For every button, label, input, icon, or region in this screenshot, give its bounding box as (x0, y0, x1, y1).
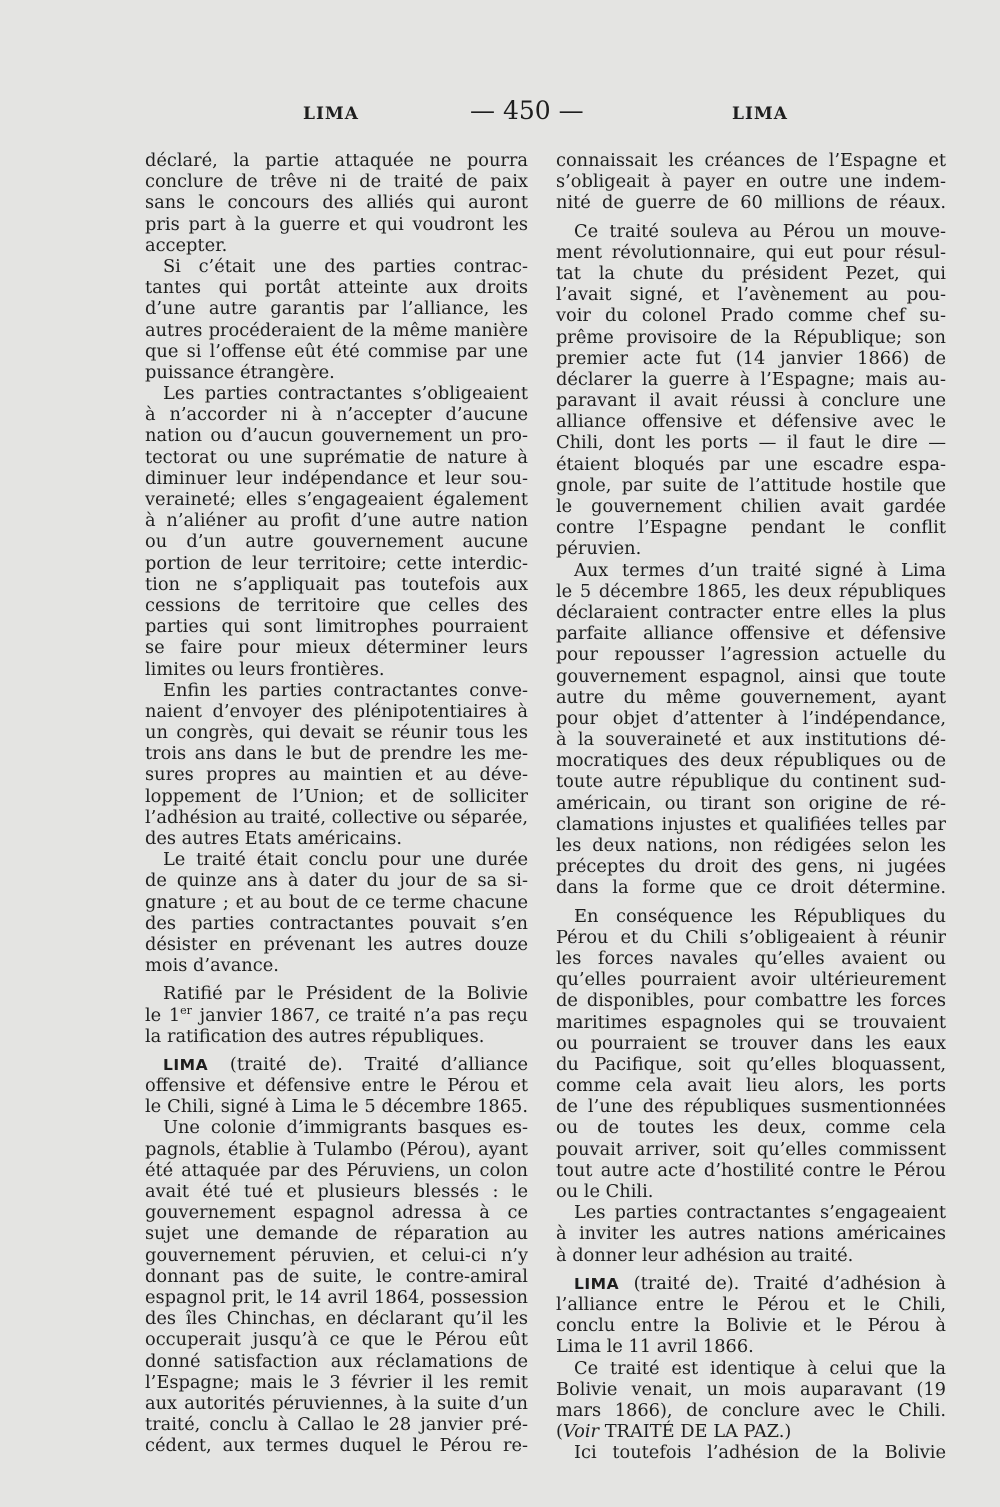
text-line: du Pacifique, soit qu’elles bloquassent, (556, 1053, 946, 1075)
text-line: puissance étrangère. (145, 361, 335, 383)
text-line: d’une autre garantis par l’alliance, les (145, 298, 528, 320)
text-line: tion ne s’appliquait pas toutefois aux (145, 573, 528, 595)
text-line: offensive et défensive entre le Pérou et (145, 1075, 528, 1097)
text-line: se faire pour mieux déterminer leurs (145, 637, 528, 659)
text-line: qu’elles pourraient avoir ultérieurement (556, 969, 946, 991)
text-line: cessions de territoire que celles des (145, 594, 528, 616)
text-line: gnole, par suite de l’attitude hostile que (556, 474, 946, 496)
text-line: à donner leur adhésion au traité. (556, 1244, 854, 1266)
text-line: le gouvernement chilien avait gardée (556, 496, 946, 517)
text-line: les deux nations, non rédigées selon les (556, 835, 946, 856)
text-line: américain, ou tirant son origine de ré- (556, 792, 946, 814)
text-line: conclure de trêve ni de traité de paix (145, 171, 528, 193)
header-right: LIMA (732, 104, 788, 124)
text-line: Pérou et du Chili s’obligeaient à réunir (556, 926, 946, 948)
text-line: toute autre république du continent sud- (556, 771, 946, 793)
text-line: paravant il avait réussi à conclure une (556, 390, 946, 412)
text-line: ment révolutionnaire, qui eut pour résul- (556, 241, 946, 263)
text-line: LIMA (traité de). Traité d’alliance (163, 1053, 528, 1075)
text-line: l’Espagne; mais le 3 février il les remit (145, 1371, 528, 1393)
text-line: traité, conclu à Callao le 28 janvier pré- (145, 1414, 528, 1436)
text-line: tat la chute du président Pezet, qui (556, 262, 946, 284)
text-line: des parties contractantes pouvait s’en (145, 912, 528, 934)
text-line: contre l’Espagne pendant le conflit (556, 517, 946, 539)
text-line: dans la forme que ce droit détermine. (556, 877, 946, 899)
text-line: l’alliance entre le Pérou et le Chili, (556, 1293, 946, 1315)
text-line: l’avait signé, et l’avènement au pou- (556, 284, 946, 306)
text-line: le 1er janvier 1867, ce traité n’a pas reçu (145, 1004, 528, 1026)
text-line: trois ans dans le but de prendre les me- (145, 743, 528, 765)
text-line: premier acte fut (14 janvier 1866) de (556, 347, 946, 369)
text-line: (Voir TRAITÉ DE LA PAZ.) (556, 1421, 792, 1443)
text-line: le Chili, signé à Lima le 5 décembre 1865. (145, 1096, 528, 1118)
text-line: sujet une demande de réparation au (145, 1223, 528, 1245)
paragraph-gap (145, 976, 528, 983)
text-line: avait été tué et plusieurs blessés : le (145, 1181, 528, 1202)
text-line: nité de guerre de 60 millions de réaux. (556, 192, 946, 214)
paragraph-gap (556, 214, 946, 221)
paragraph-gap (145, 1047, 528, 1054)
text-line: prême provisoire de la République; son (556, 326, 946, 348)
text-line: loppement de l’Union; et de solliciter (145, 785, 528, 807)
text-line: nation ou d’aucun gouvernement un pro- (145, 425, 528, 447)
text-line: voir du colonel Prado comme chef su- (556, 305, 946, 327)
text-line: l’adhésion au traité, collective ou séparée, (145, 806, 528, 828)
text-line: gouvernement espagnol adressa à ce (145, 1202, 528, 1224)
text-line: maritimes espagnoles qui se trouvaient (556, 1011, 946, 1033)
text-line: LIMA (traité de). Traité d’adhésion à (574, 1272, 946, 1294)
text-line: de l’une des républiques susmentionnées (556, 1096, 946, 1118)
text-line: accepter. (145, 234, 228, 256)
text-line: Ici toutefois l’adhésion de la Bolivie (574, 1442, 946, 1464)
text-line: s’obligeait à payer en outre une indem- (556, 171, 946, 193)
text-line: clamations injustes et qualifiées telles par (556, 813, 946, 835)
text-line: Ce traité est identique à celui que la (574, 1357, 946, 1379)
text-line: les forces navales qu’elles avaient ou (556, 947, 946, 969)
text-line: mocratiques des deux républiques ou de (556, 750, 946, 772)
text-line: donnant pas de suite, le contre-amiral (145, 1265, 528, 1287)
text-line: Enfin les parties contractantes conve- (163, 679, 528, 701)
text-line: diminuer leur indépendance et leur sou- (145, 467, 528, 489)
text-line: à n’aliéner au profit d’une autre nation (145, 510, 528, 532)
text-line: des îles Chinchas, en déclarant qu’il les (145, 1308, 528, 1330)
text-line: Ce traité souleva au Pérou un mouve- (574, 220, 946, 242)
text-line: le 5 décembre 1865, les deux républiques (556, 580, 946, 602)
text-line: pagnols, établie à Tulambo (Pérou), ayant (145, 1138, 528, 1160)
text-line: alliance offensive et défensive avec le (556, 411, 946, 433)
text-line: pour repousser l’agression actuelle du (556, 644, 946, 666)
text-line: Les parties contractantes s’engageaient (574, 1202, 946, 1224)
text-line: pris part à la guerre et qui voudront les (145, 213, 528, 235)
text-line: déclaraient contracter entre elles la plus (556, 601, 946, 623)
text-line: conclu entre la Bolivie et le Pérou à (556, 1315, 946, 1337)
text-line: espagnol prit, le 14 avril 1864, possession (145, 1286, 528, 1308)
text-line: donné satisfaction aux réclamations de (145, 1350, 528, 1372)
right-text-column (556, 150, 946, 1463)
text-line: autres procéderaient de la même manière (145, 319, 528, 341)
text-line: ou pourraient se trouver dans les eaux (556, 1032, 946, 1054)
text-line: En conséquence les Républiques du (574, 905, 946, 927)
text-line: veraineté; elles s’engageaient également (145, 489, 528, 510)
text-line: à n’accorder ni à n’accepter d’aucune (145, 404, 528, 426)
text-line: mois d’avance. (145, 955, 279, 977)
text-line: péruvien. (556, 538, 642, 560)
text-line: la ratification des autres républiques. (145, 1025, 485, 1047)
text-line: pour objet d’attenter à l’indépendance, (556, 707, 946, 729)
text-line: sures propres au maintien et au déve- (145, 764, 528, 786)
text-line: gnature ; et au bout de ce terme chacune (145, 891, 528, 913)
text-line: un congrès, qui devait se réunir tous les (145, 722, 528, 744)
text-line: pouvait arriver, soit qu’elles commissent (556, 1138, 946, 1160)
text-line: préceptes du droit des gens, ni jugées (556, 856, 946, 878)
text-line: Le traité était conclu pour une durée (163, 849, 528, 871)
text-line: ou le Chili. (556, 1181, 654, 1202)
text-line: que si l’offense eût été commise par une (145, 340, 528, 362)
text-line: parfaite alliance offensive et défensive (556, 623, 946, 645)
text-line: ou d’un autre gouvernement aucune (145, 531, 528, 553)
text-line: Si c’était une des parties contrac- (163, 255, 528, 277)
running-header (0, 96, 1000, 132)
text-line: connaissait les créances de l’Espagne et (556, 150, 946, 171)
text-line: autre du même gouvernement, ayant (556, 686, 946, 708)
text-line: Une colonie d’immigrants basques es- (163, 1117, 528, 1139)
text-line: déclaré, la partie attaquée ne pourra (145, 150, 528, 171)
text-line: ou de toutes les deux, comme cela (556, 1117, 946, 1139)
text-line: Bolivie venait, un mois auparavant (19 (556, 1378, 946, 1400)
left-text-column (145, 150, 528, 1456)
text-line: Les parties contractantes s’obligeaient (163, 383, 528, 405)
text-line: Ratifié par le Président de la Bolivie (163, 983, 528, 1005)
text-line: à la souveraineté et aux institutions dé- (556, 729, 946, 751)
text-line: été attaquée par des Péruviens, un colon (145, 1159, 528, 1181)
text-line: à inviter les autres nations américaines (556, 1223, 946, 1245)
text-line: aux autorités péruviennes, à la suite d’un (145, 1392, 528, 1414)
text-line: sans le concours des alliés qui auront (145, 192, 528, 214)
text-line: tantes qui portât atteinte aux droits (145, 277, 528, 299)
text-line: naient d’envoyer des plénipotentiaires à (145, 700, 528, 722)
page-number: — 450 — (470, 96, 584, 125)
text-line: de quinze ans à dater du jour de sa si- (145, 870, 528, 892)
text-line: Chili, dont les ports — il faut le dire — (556, 432, 946, 454)
header-left: LIMA (303, 104, 359, 124)
text-line: cédent, aux termes duquel le Pérou re- (145, 1435, 528, 1457)
text-line: comme cela avait lieu alors, les ports (556, 1075, 946, 1097)
text-line: tout autre acte d’hostilité contre le Pérou (556, 1159, 946, 1181)
text-line: parties qui sont limitrophes pourraient (145, 616, 528, 638)
paragraph-gap (556, 1266, 946, 1273)
text-line: déclarer la guerre à l’Espagne; mais au- (556, 368, 946, 390)
text-line: occuperait jusqu’à ce que le Pérou eût (145, 1329, 528, 1351)
text-line: limites ou leurs frontières. (145, 658, 385, 680)
text-line: de disponibles, pour combattre les forces (556, 990, 946, 1012)
text-line: désister en prévenant les autres douze (145, 933, 528, 955)
text-line: des autres Etats américains. (145, 828, 402, 849)
paragraph-gap (556, 899, 946, 906)
text-line: tectorat ou une suprématie de nature à (145, 446, 528, 468)
text-line: portion de leur territoire; cette interdic- (145, 552, 528, 574)
text-line: Aux termes d’un traité signé à Lima (574, 559, 946, 581)
text-line: gouvernement espagnol, ainsi que toute (556, 665, 946, 687)
text-line: gouvernement péruvien, et celui-ci n’y (145, 1244, 528, 1266)
text-line: mars 1866), de conclure avec le Chili. (556, 1399, 946, 1421)
text-line: Lima le 11 avril 1866. (556, 1336, 754, 1358)
text-line: étaient bloqués par une escadre espa- (556, 453, 946, 475)
